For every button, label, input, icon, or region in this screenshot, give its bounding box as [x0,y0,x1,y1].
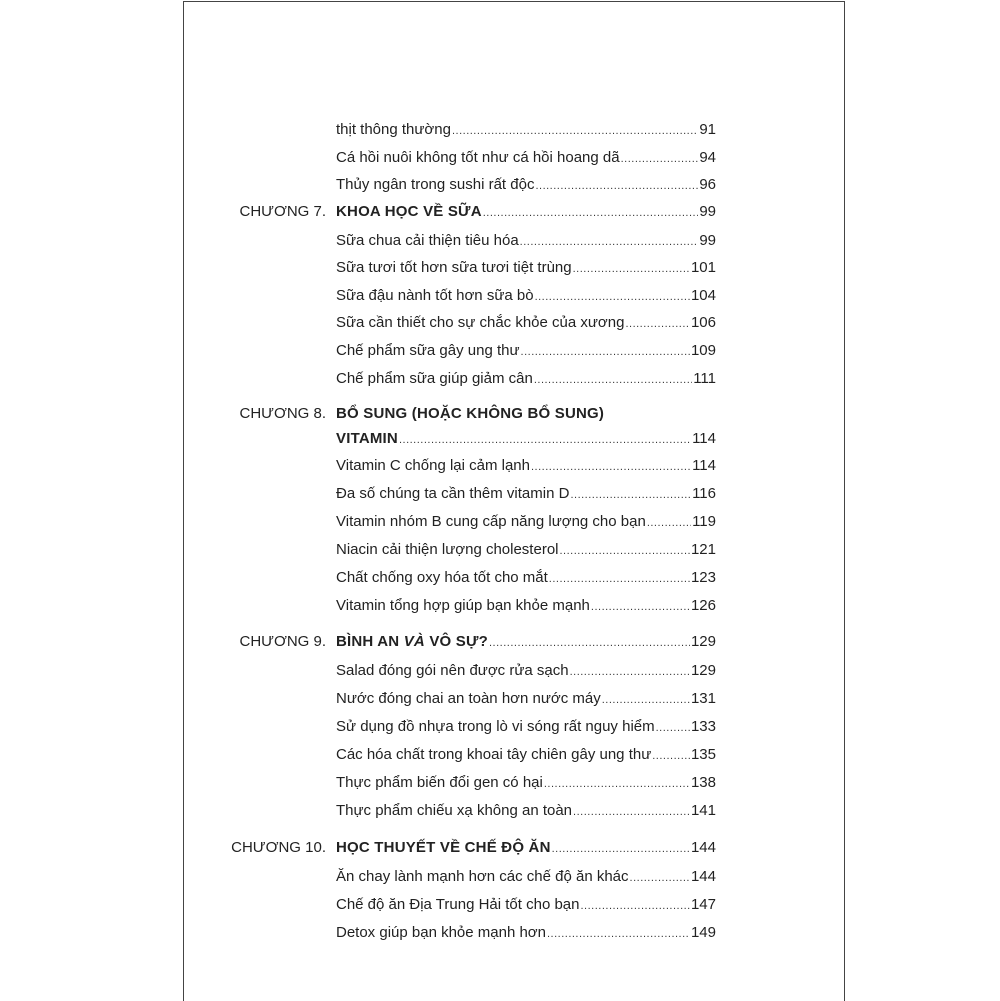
toc-entry [336,173,716,198]
entry-title: Thực phẩm chiếu xạ không an toàn [336,802,573,819]
leader-dots [573,257,690,281]
toc-entry-row [184,454,844,478]
page-number: 144 [690,868,716,885]
leader-dots [625,312,690,336]
toc-entry [336,594,716,619]
entry-title: Sữa đậu nành tốt hơn sữa bò [336,287,534,304]
toc-entry-row [184,715,844,739]
toc-entry-row [184,482,844,506]
toc-entry-row [184,284,844,308]
toc-entry [336,146,716,171]
toc-entry [336,427,716,452]
entry-title: Vitamin C chống lại cảm lạnh [336,457,530,474]
leader-dots [573,800,690,824]
page-number: 111 [693,370,716,387]
page-number: 133 [690,718,716,735]
chapter-number: CHƯƠNG 10. [231,839,326,856]
toc-entry-row [184,799,844,823]
leader-dots [552,837,690,861]
toc-entry [336,630,716,655]
entry-title: Sữa chua cải thiện tiêu hóa [336,232,519,249]
toc-entry [336,339,716,364]
leader-dots [656,716,690,740]
entry-title: Detox giúp bạn khỏe mạnh hơn [336,924,546,941]
leader-dots [547,922,690,946]
toc-entry-row [184,311,844,335]
chapter-number: CHƯƠNG 7. [239,203,326,220]
chapter-number: CHƯƠNG 8. [239,405,326,422]
leader-dots [549,567,690,591]
page-number: 116 [692,485,716,502]
entry-title: BỔ SUNG (HOẶC KHÔNG BỔ SUNG) [336,405,605,422]
toc-entry-row [184,118,844,142]
page-number: 147 [690,896,716,913]
leader-dots [544,772,690,796]
toc-entry [336,659,716,684]
toc-entry-row [184,771,844,795]
page-number: 123 [690,569,716,586]
toc-entry [336,284,716,309]
entry-title: Chế phẩm sữa giúp giảm cân [336,370,533,387]
toc-entry-row [184,594,844,618]
leader-dots [521,340,690,364]
leader-dots [647,511,691,535]
page-number: 126 [690,597,716,614]
entry-title: Các hóa chất trong khoai tây chiên gây ung thư [336,746,652,763]
entry-title-italic: VÀ [403,633,425,650]
toc-entry [336,311,716,336]
entry-title: Cá hồi nuôi không tốt như cá hồi hoang dã [336,149,620,166]
page-number: 96 [699,176,716,193]
entry-title: Vitamin tổng hợp giúp bạn khỏe mạnh [336,597,590,614]
entry-title: Chất chống oxy hóa tốt cho mắt [336,569,548,586]
leader-dots [399,428,691,452]
page-number: 94 [699,149,716,166]
entry-title: Sữa tươi tốt hơn sữa tươi tiệt trùng [336,259,572,276]
entry-title-part: BÌNH AN [336,633,404,650]
entry-title-part: VÔ SỰ? [424,633,488,650]
toc-chapter-row [184,630,844,654]
page-number: 138 [690,774,716,791]
leader-dots [652,744,690,768]
toc-entry [336,402,716,426]
toc-entry-row [184,687,844,711]
toc-entry [336,865,716,890]
toc-entry-row [184,659,844,683]
toc-entry-row [184,146,844,170]
page-number: 101 [690,259,716,276]
toc-entry [336,482,716,507]
toc-entry [336,687,716,712]
page-number: 91 [699,121,716,138]
leader-dots [535,174,698,198]
toc-chapter-row [184,402,844,426]
leader-dots [570,660,690,684]
toc-entry [336,566,716,591]
toc-entry [336,118,716,143]
toc-entry [336,538,716,563]
toc-entry-row [184,256,844,280]
page-number: 106 [690,314,716,331]
entry-title: Thực phẩm biến đổi gen có hại [336,774,543,791]
toc-entry [336,367,716,392]
entry-title: HỌC THUYẾT VỀ CHẾ ĐỘ ĂN [336,839,551,856]
leader-dots [534,368,692,392]
page-number: 141 [690,802,716,819]
leader-dots [621,147,699,171]
toc-chapter-row [184,200,844,224]
page-number: 121 [690,541,716,558]
book-page [183,1,845,1001]
page-number: 109 [690,342,716,359]
toc-entry-row [184,339,844,363]
page-number: 99 [699,232,716,249]
page-number: 99 [699,203,716,220]
leader-dots [602,688,690,712]
entry-title: Chế phẩm sữa gây ung thư [336,342,520,359]
page-number: 135 [690,746,716,763]
entry-title: Niacin cải thiện lượng cholesterol [336,541,559,558]
toc-entry-row [184,538,844,562]
page-number: 129 [690,633,716,650]
toc-entry-row [184,510,844,534]
page-number: 114 [692,430,716,447]
entry-title: Chế độ ăn Địa Trung Hải tốt cho bạn [336,896,580,913]
entry-title: VITAMIN [336,430,398,447]
leader-dots [489,631,690,655]
leader-dots [535,285,690,309]
leader-dots [452,119,698,143]
toc-entry-row [184,566,844,590]
leader-dots [531,455,691,479]
page-number: 119 [692,513,716,530]
toc-entry [336,743,716,768]
toc-entry [336,893,716,918]
page-number: 131 [690,690,716,707]
entry-title: Sử dụng đồ nhựa trong lò vi sóng rất nguy hiểm [336,718,655,735]
toc-entry-row [184,173,844,197]
leader-dots [591,595,690,619]
toc-entry [336,510,716,535]
page-number: 114 [692,457,716,474]
toc-entry [336,229,716,254]
toc-chapter-row [184,836,844,860]
leader-dots [570,483,691,507]
chapter-number: CHƯƠNG 9. [239,633,326,650]
toc-entry [336,200,716,225]
leader-dots [483,201,699,225]
entry-title: Thủy ngân trong sushi rất độc [336,176,535,193]
toc-entry [336,799,716,824]
leader-dots [520,230,699,254]
toc-entry [336,454,716,479]
entry-title: Salad đóng gói nên được rửa sạch [336,662,569,679]
leader-dots [581,894,690,918]
entry-title: Sữa cần thiết cho sự chắc khỏe của xương [336,314,625,331]
toc-entry [336,256,716,281]
toc-entry-row [184,367,844,391]
page-number: 129 [690,662,716,679]
toc-entry [336,921,716,946]
entry-title: thịt thông thường [336,121,451,138]
toc-entry [336,836,716,861]
entry-title: Ăn chay lành mạnh hơn các chế độ ăn khác [336,868,629,885]
toc-entry-row [184,427,844,451]
leader-dots [560,539,690,563]
toc-entry [336,771,716,796]
toc-entry [336,715,716,740]
toc-entry-row [184,743,844,767]
leader-dots [630,866,690,890]
toc-entry-row [184,921,844,945]
entry-title [336,630,488,654]
entry-title: Vitamin nhóm B cung cấp năng lượng cho bạn [336,513,646,530]
toc-entry-row [184,893,844,917]
page-number: 149 [690,924,716,941]
entry-title: KHOA HỌC VỀ SỮA [336,203,482,220]
entry-title: Đa số chúng ta cần thêm vitamin D [336,485,570,502]
page-number: 144 [690,839,716,856]
toc-entry-row [184,865,844,889]
page-number: 104 [690,287,716,304]
entry-title: Nước đóng chai an toàn hơn nước máy [336,690,601,707]
toc-entry-row [184,229,844,253]
